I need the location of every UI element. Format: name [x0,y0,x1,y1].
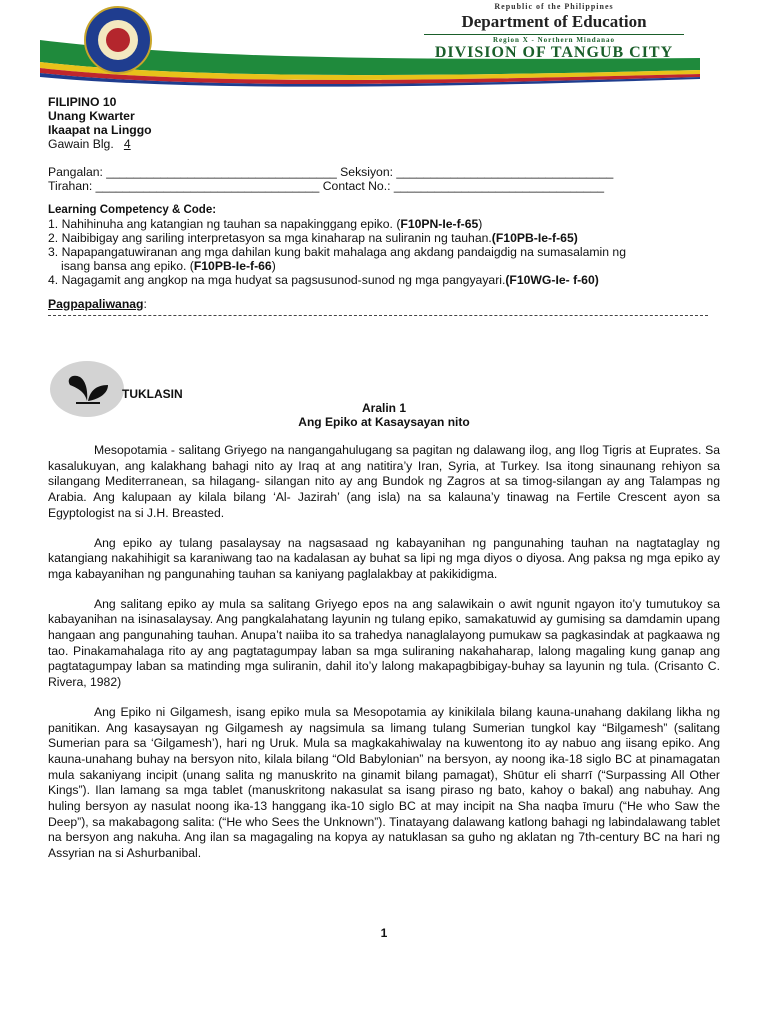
paragraph: Ang epiko ay tulang pasalaysay na nagsasaad ng kabayanihan ng pangunahing tauhan na nagtataglay ng katangiang nakahihigit sa karaniwang tao na kadalasan ay buhat sa lipi ng mga diyos o diyosa. Ang paksa ng mga epiko ay mga kabayanihan ng pangunahing tauhan sa kaniyang paglalakbay at pakikidigma. [48,535,720,581]
lesson-body [48,443,720,862]
paragraph: Ang Epiko ni Gilgamesh, isang epiko mula sa Mesopotamia ay kinikilala bilang kauna-unahang dakilang likha ng panitikan. Ang kasaysayan ng Gilgamesh ay nagsimula sa limang tulang Sumerian tungkol kay “Bilgamesh” (salitang Sumerian para sa ‘Gilgamesh’), hari ng Uruk. Mula sa magkakahiwalay na kuwentong ito ay nabuo ang iisang epiko. Ang kauna-unahang buhay na bersyon nito, kilala bilang “Old Babylonian” na bersyon, ay noong ika-18 siglo BC at pinamagatan mula sakaniyang incipit (unang salita ng manuskrito na ginamit bilang pamagat), Shūtur eli sharrī (“Surpassing All Other Kings”). Ilan lamang sa mga tablet (manuskritong nakasulat sa isang piraso ng bato, kahoy o bakal) ang nabuhay. Ang huling bersyon ay nasulat noong ika-13 hanggang ika-10 siglo BC at may incipit na Sha naqba īmuru (“He who Saw the Deep”), sa makabagong salita: (“He who Sees the Unknown”). Tinatayang dalawang katlong bahagi ng labindalawang tablet na bersyon ang nakuha. Ang ilan sa magagaling na kopya ay natuklasan sa guho ng aklatan ng 7th-century BC na hari ng Assyrian na si Ashurbanibal. [48,704,720,861]
explanation-heading: Pagpapaliwanag: [48,297,147,311]
aralin-number: Aralin 1 [361,401,406,415]
competency-4: 4. Nagagamit ang angkop na mga hudyat sa pagsusunod-sunod ng mga pangyayari.(F10WG-Ie- f-60) [48,273,599,287]
name-field[interactable]: __________________________________ [106,165,337,179]
deped-seal-logo [84,6,152,74]
worksheet-body [48,95,720,316]
week-label: Ikaapat na Linggo [48,123,152,137]
division-label: DIVISION OF TANGUB CITY [434,44,674,61]
activity-number: 4 [123,137,131,151]
aralin-title: Ang Epiko at Kasaysayan nito [298,415,470,429]
contact-label: Contact No.: [322,179,391,193]
contact-field[interactable]: _______________________________ [393,179,604,193]
competency-3: 3. Napapangatuwiranan ang mga dahilan kung bakit mahalaga ang akdang pandaigdig na sumasalamin ng isang bansa ang epiko. (F10PB-Ie-f-66) [48,245,626,273]
name-section-line [48,165,720,179]
address-label: Tirahan: [48,179,93,193]
paragraph: Mesopotamia - salitang Griyego na nangangahulugang sa pagitan ng dalawang ilog, ang Ilog Tigris at Euprates. Sa kasalukuyan, ang kalakhang bahagi nito ay Iraq at ang natitira’y Iran, Syria, at Turkey. Isa itong sinaunang rehiyon sa silangang Mediterranean, sa hilagang- silangan nito ay ang Bundok ng Zagros at sa timog-silangan ay ang Talampas ng Arabia. Ang kalupaan ay kilala bilang ‘Al- Jazirah’ (ang isla) na sa kalauna’y tinawag na Fertile Crescent ayon sa Egyptologist na si J.H. Breasted. [48,443,720,520]
address-field[interactable]: _________________________________ [95,179,320,193]
name-label: Pangalan: [48,165,103,179]
republic-label: Republic of the Philippines [494,2,614,11]
activity-line [48,137,720,151]
address-contact-line [48,179,720,193]
subject-title: FILIPINO 10 [48,95,117,109]
quarter-label: Unang Kwarter [48,109,135,123]
competency-1: 1. Nahihinuha ang katangian ng tauhan sa napakinggang epiko. (F10PN-Ie-f-65) [48,217,483,231]
section-label: Seksiyon: [340,165,393,179]
paragraph: Ang salitang epiko ay mula sa salitang Griyego epos na ang salawikain o awit ngunit ngayon ito’y tumutukoy sa kabayanihan na isinasalaysay. Ang pangkalahatang layunin ng tulang epiko, samakatuwid ay gumising sa damdamin upang hangaan ang pangunahing tauhan. Anupa’t naiiba ito sa trahedya nanaglalayong pumukaw sa pagkasindak at pagkaawa ng tao. Pinakamahalaga rito ay ang pagtatagumpay laban sa mga suliraning nakahaharap, lalong magaling kung ganap ang pagtatagumpay laban sa matinding mga suliranin, dahil ito’y lalong makapagbibigay-buhay sa layunin ng tula. (Crisanto C. Rivera, 1982) [48,596,720,690]
competency-title: Learning Competency & Code: [48,204,217,216]
activity-label: Gawain Blg. [48,137,114,151]
dashed-divider [48,315,708,316]
competency-2: 2. Naibibigay ang sariling interpretasyon sa mga kinaharap na suliranin ng tauhan.(F10PB-Ie-f-65) [48,231,578,245]
page-number: 1 [380,926,388,940]
region-label: Region X - Northern Mindanao [424,34,684,44]
deped-header-text [424,2,684,62]
tuklasin-label: TUKLASIN [122,387,183,401]
letterhead [0,0,768,92]
department-label: Department of Education [461,12,647,31]
section-field[interactable]: ________________________________ [396,165,614,179]
